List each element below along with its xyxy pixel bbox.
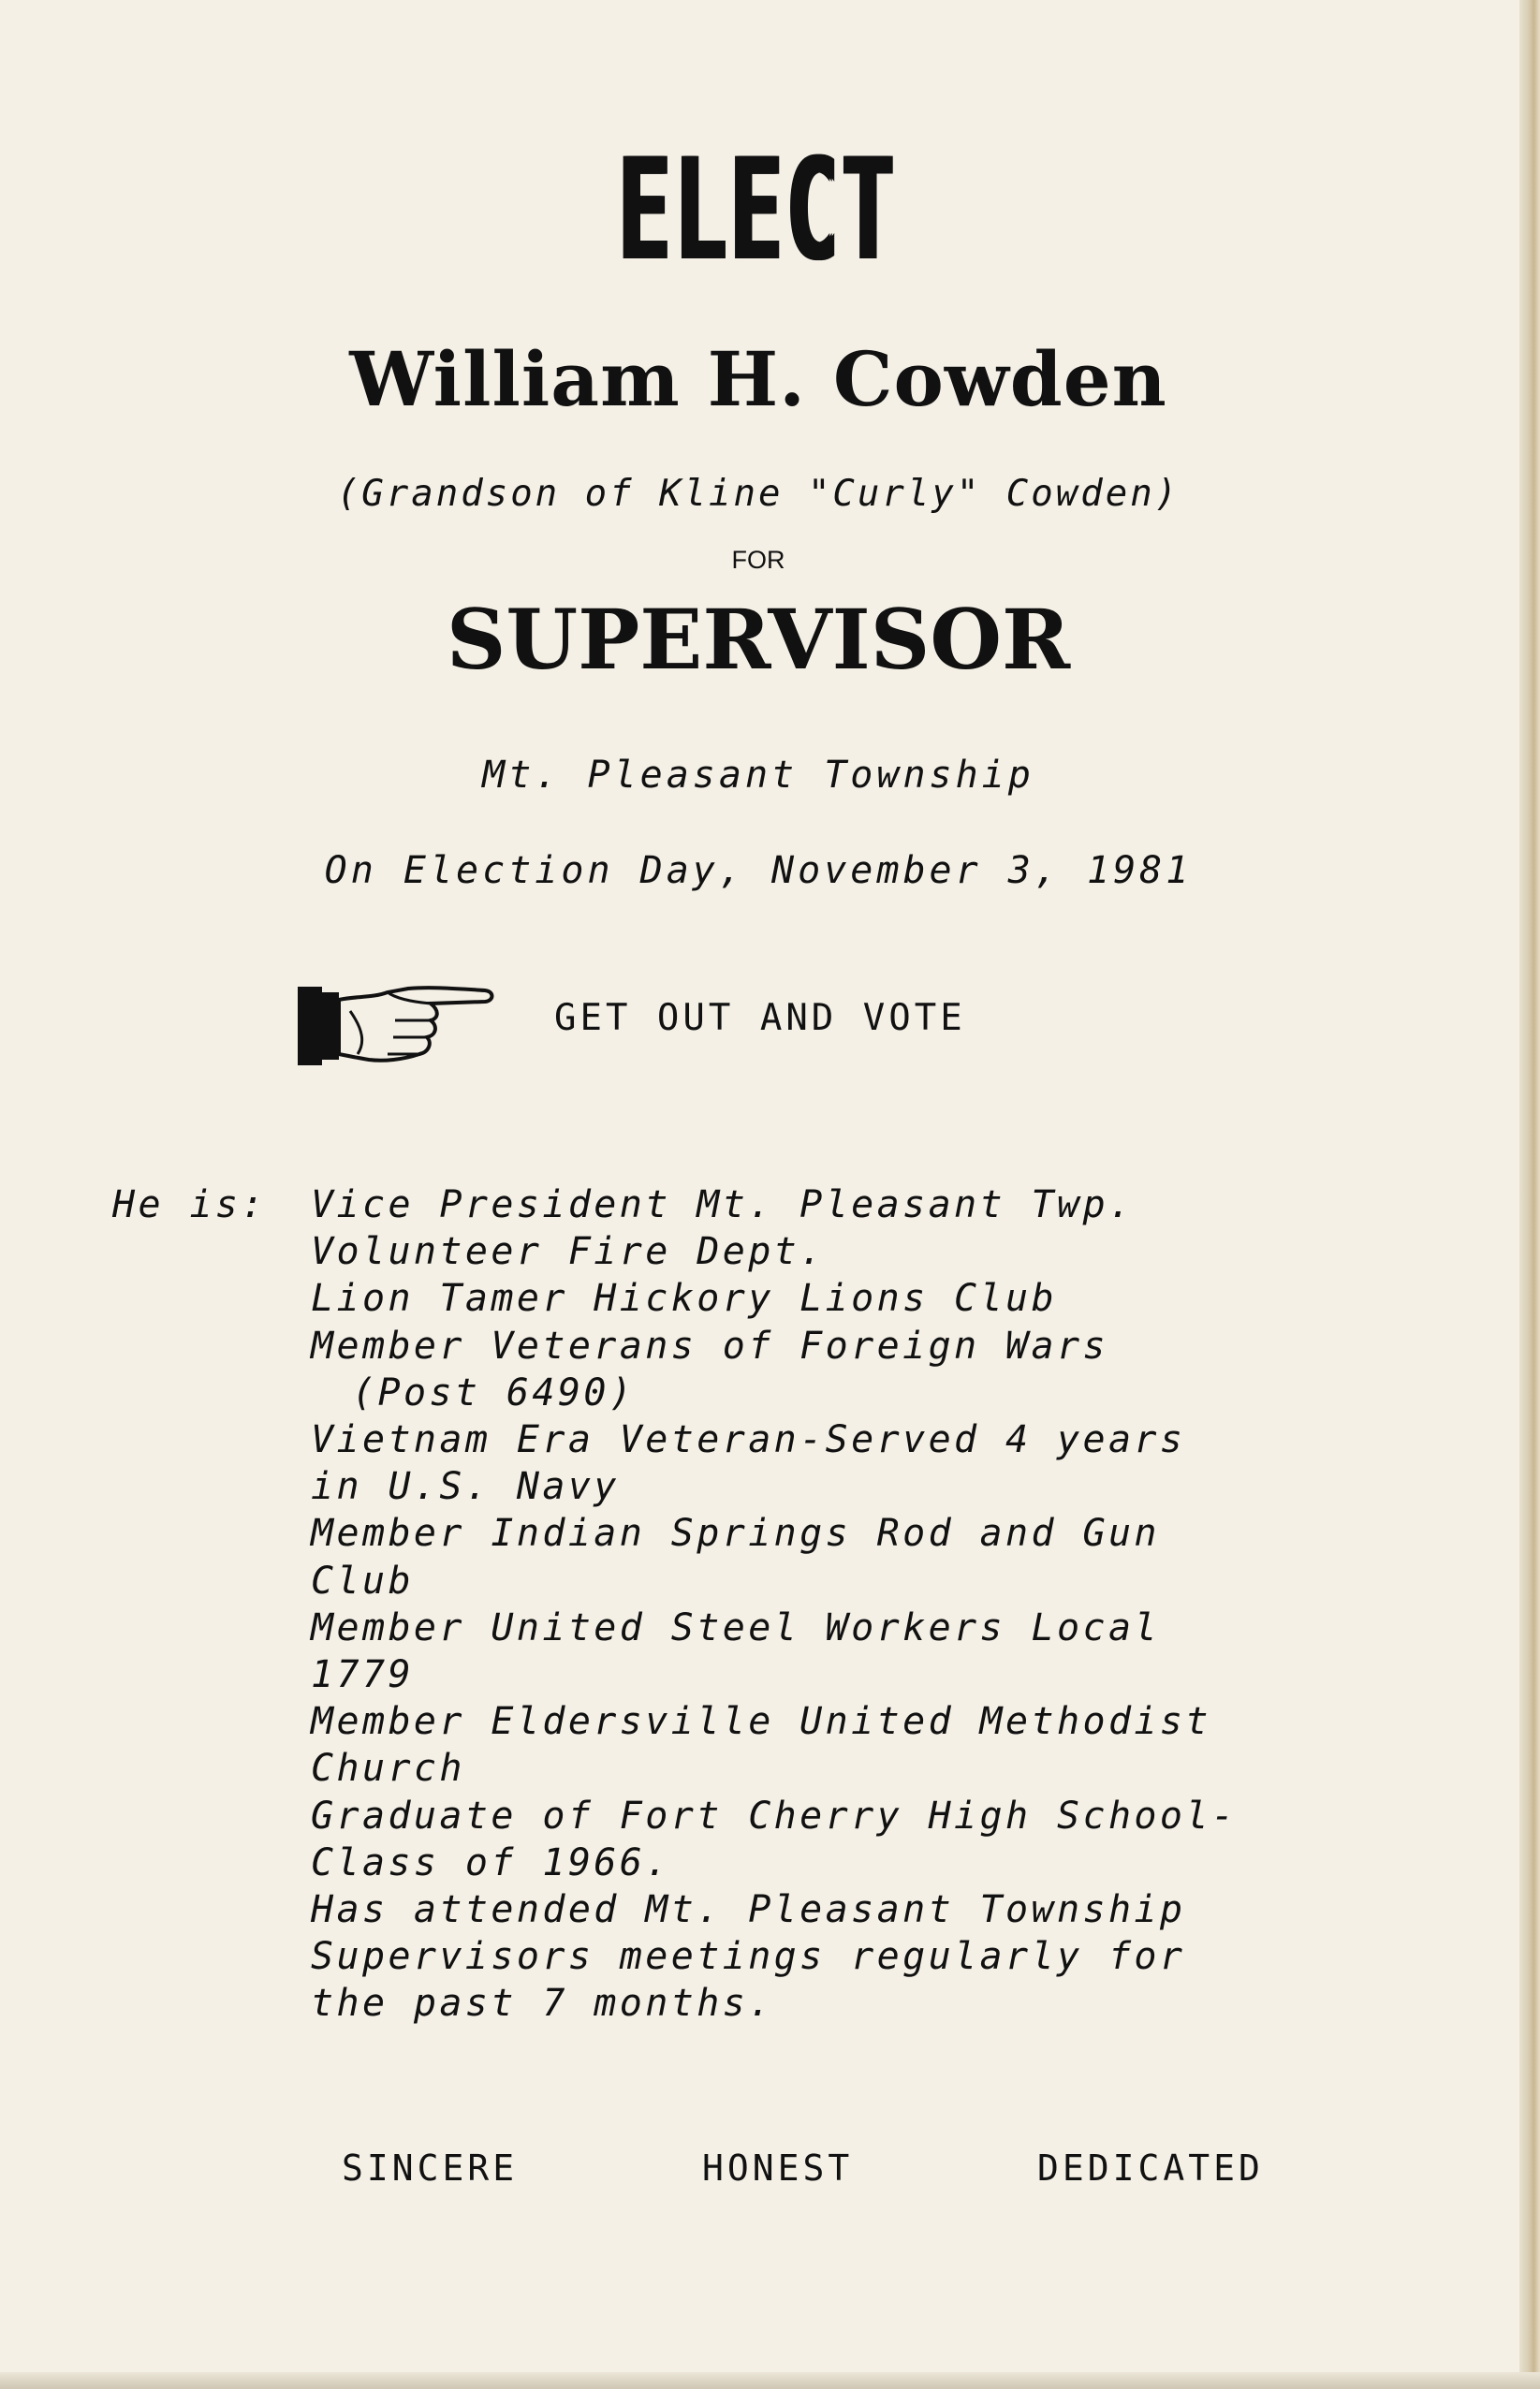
pointing-hand-icon — [290, 974, 496, 1077]
virtue-honest: HONEST — [702, 2147, 854, 2189]
elect-heading: ELECT — [618, 129, 899, 292]
qualification-line: the past 7 months. — [311, 1982, 774, 2026]
for-label: FOR — [731, 546, 785, 574]
qualification-line: Member United Steel Workers Local — [311, 1605, 1160, 1649]
election-day-line: On Election Day, November 3, 1981 — [324, 849, 1193, 892]
qualification-line: Lion Tamer Hickory Lions Club — [311, 1277, 1057, 1321]
qualification-line: in U.S. Navy — [311, 1465, 620, 1509]
qualification-line: Member Veterans of Foreign Wars — [311, 1324, 1108, 1368]
qualification-list — [311, 1181, 1329, 2028]
page-edge-right — [1519, 0, 1540, 2389]
qualification-line: Has attended Mt. Pleasant Township — [311, 1888, 1186, 1932]
qualification-line: Graduate of Fort Cherry High School- — [311, 1794, 1238, 1838]
page-edge-bottom — [0, 2372, 1540, 2389]
virtue-dedicated: DEDICATED — [1037, 2147, 1264, 2189]
get-out-and-vote: GET OUT AND VOTE — [554, 997, 966, 1039]
qualification-line: Supervisors meetings regularly for — [311, 1935, 1186, 1979]
qualification-line: Member Indian Springs Rod and Gun — [311, 1512, 1160, 1556]
qualification-line: Vice President Mt. Pleasant Twp. — [311, 1183, 1135, 1226]
qualification-line: Vietnam Era Veteran-Served 4 years — [311, 1418, 1186, 1462]
he-is-label: He is: — [112, 1183, 267, 1226]
qualification-line: (Post 6490) — [352, 1370, 636, 1414]
candidate-relation: (Grandson of Kline "Curly" Cowden) — [336, 473, 1181, 515]
virtue-sincere: SINCERE — [342, 2147, 519, 2189]
qualification-line: Class of 1966. — [311, 1840, 671, 1884]
candidate-name: William H. Cowden — [349, 335, 1167, 423]
qualification-line: Church — [311, 1747, 465, 1791]
footer-virtues — [0, 2142, 1540, 2194]
elect-heading-row — [0, 129, 1517, 292]
qualification-line: Member Eldersville United Methodist — [311, 1700, 1211, 1744]
qualification-line: Volunteer Fire Dept. — [311, 1230, 826, 1274]
qualification-line: Club — [311, 1559, 414, 1603]
township-line: Mt. Pleasant Township — [482, 754, 1034, 797]
office-title: SUPERVISOR — [446, 591, 1071, 688]
qualification-line: 1779 — [311, 1653, 414, 1697]
